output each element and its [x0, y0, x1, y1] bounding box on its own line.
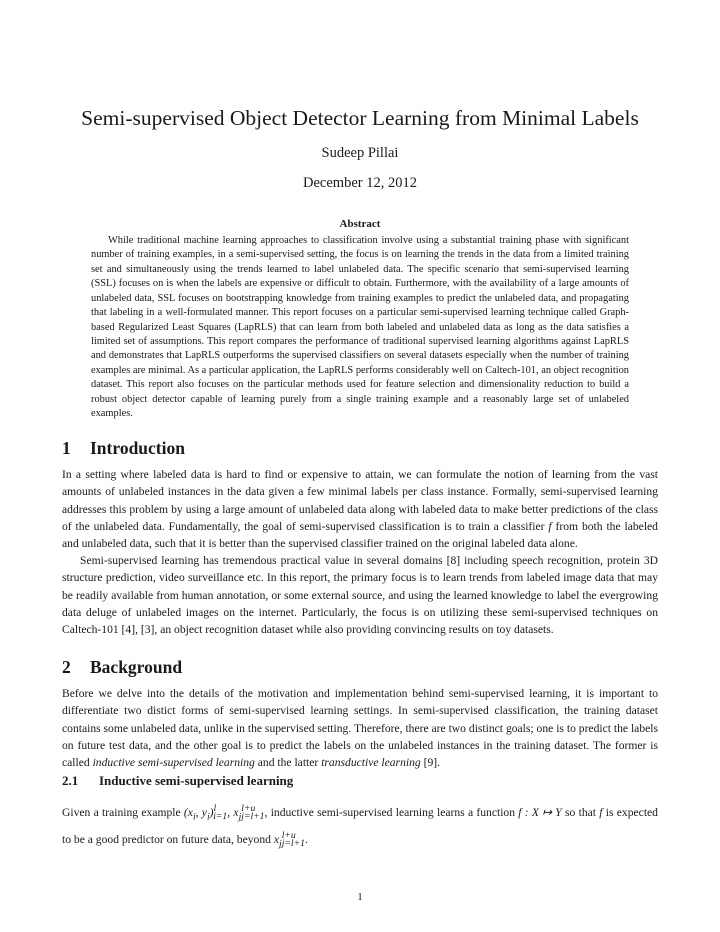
section-title: Background: [90, 657, 183, 677]
abstract-heading: Abstract: [339, 218, 381, 230]
math-f: f: [548, 519, 552, 533]
math-function: f : X ↦ Y: [518, 805, 562, 819]
intro-paragraph-2: Semi-supervised learning has tremendous practical value in several domains [8] including speech recognition, protein 3D structure prediction, video surveillance etc. In this report, the primary focus is to learn trends from labeled image data that may be readily available from human annotation, or some external source, and using the learned knowledge to label the evergrowing data deluge of unlabeled images on the internet. Particularly, the focus is on utilizing these semi-supervised techniques on Caltech-101 [4], [3], an object recognition dataset while also providing convincing results on toy datasets.: [62, 554, 658, 636]
subsection-title: Inductive semi-supervised learning: [99, 773, 294, 788]
math-training-set: ($x_i$, $y_i)^l_{i=1}$, $x_j^{l+u}_{j=l+1}$: [183, 803, 265, 823]
section-number: 1: [62, 438, 71, 458]
page-number: 1: [357, 891, 363, 903]
section-title: Introduction: [90, 438, 185, 458]
section-number: 2: [62, 657, 71, 677]
term-transductive: transductive learning: [321, 756, 421, 769]
intro-paragraph-1: In a setting where labeled data is hard to find or expensive to attain, we can formulate the notion of learning from the vast amounts of unlabeled instances in the data given a few minimal labels per class instance. Formally, semi-supervised learning addresses this problem by using a large amount of unlabeled data along with labeled data to make better predictions of the class of the unlabeled data. Fundamentally, the goal of semi-supervised classification is to train a classifier f from both the labeled and unlabeled data, such that it is better than the supervised classifier trained on the original labeled data alone.: [62, 468, 658, 550]
section-background-heading: [62, 656, 182, 678]
term-inductive: inductive semi-supervised learning: [92, 756, 255, 769]
author-name: Sudeep Pillai: [321, 145, 399, 161]
subsection-number: 2.1: [62, 773, 79, 788]
paper-date: December 12, 2012: [303, 175, 417, 191]
section-introduction-heading: [62, 437, 185, 459]
math-f: f: [599, 805, 603, 819]
subsection-paragraph: Given a training example ($x_i$, $y_i)^l_{i=1}$, $x_j^{l+u}_{j=l+1}$, inductive semi-supervised learning learns a function f : X ↦ Y so that f is expected to be a good predictor on future data, beyond $x_j^{l+u}_{j=l+1}$.: [62, 803, 658, 850]
subsection-heading: [62, 772, 293, 790]
abstract-text: While traditional machine learning approaches to classification involve using a substantial training phase with significant number of training examples, in a semi-supervised setting, the focus is on learning the trends in the data from a limited training set and simultaneously using the trends learned to label unlabeled data. The specific scenario that semi-supervised learning (SSL) focuses on is when the labels are expensive or difficult to obtain. Furthermore, with the availability of a large amounts of unlabeled data, SSL focuses on bootstrapping knowledge from training examples to predict the unlabeled data, and propagating that labeling in a well-formulated manner. This report focuses on a particular semi-supervised learning technique called Graph-based Regularized Least Squares (LapRLS) that can learn from both labeled and unlabeled data as long as the data satisfies a limited set of assumptions. This report compares the performance of traditional supervised learning algorithms against LapRLS and demonstrates that LapRLS outperforms the supervised classifiers on several datasets especially when the number of training examples are minimal. As a particular application, the LapRLS performs considerably well on Caltech-101, an object recognition dataset. This report also focuses on the particular methods used for feature selection and dimensionality reduction to build a robust object detector capable of learning purely from a single training example and a reasonably large set of unlabeled examples.: [91, 235, 629, 420]
math-unlabeled-set: $x_j^{l+u}_{j=l+1}$: [273, 830, 305, 850]
background-paragraph-1: Before we delve into the details of the motivation and implementation behind semi-supervised learning, it is important to differentiate two distict forms of semi-supervised learning settings. In semi-supervised classification, the training dataset contains some unlabeled data, unlike in the supervised setting. Therefore, there are two distinct goals; one is to predict the labels on future test data, and the other goal is to predict the labels on the unlabeled instances in the training dataset. The former is called inductive semi-supervised learning and the latter transductive learning [9].: [62, 687, 658, 769]
paper-title: Semi-supervised Object Detector Learning from Minimal Labels: [81, 106, 639, 130]
